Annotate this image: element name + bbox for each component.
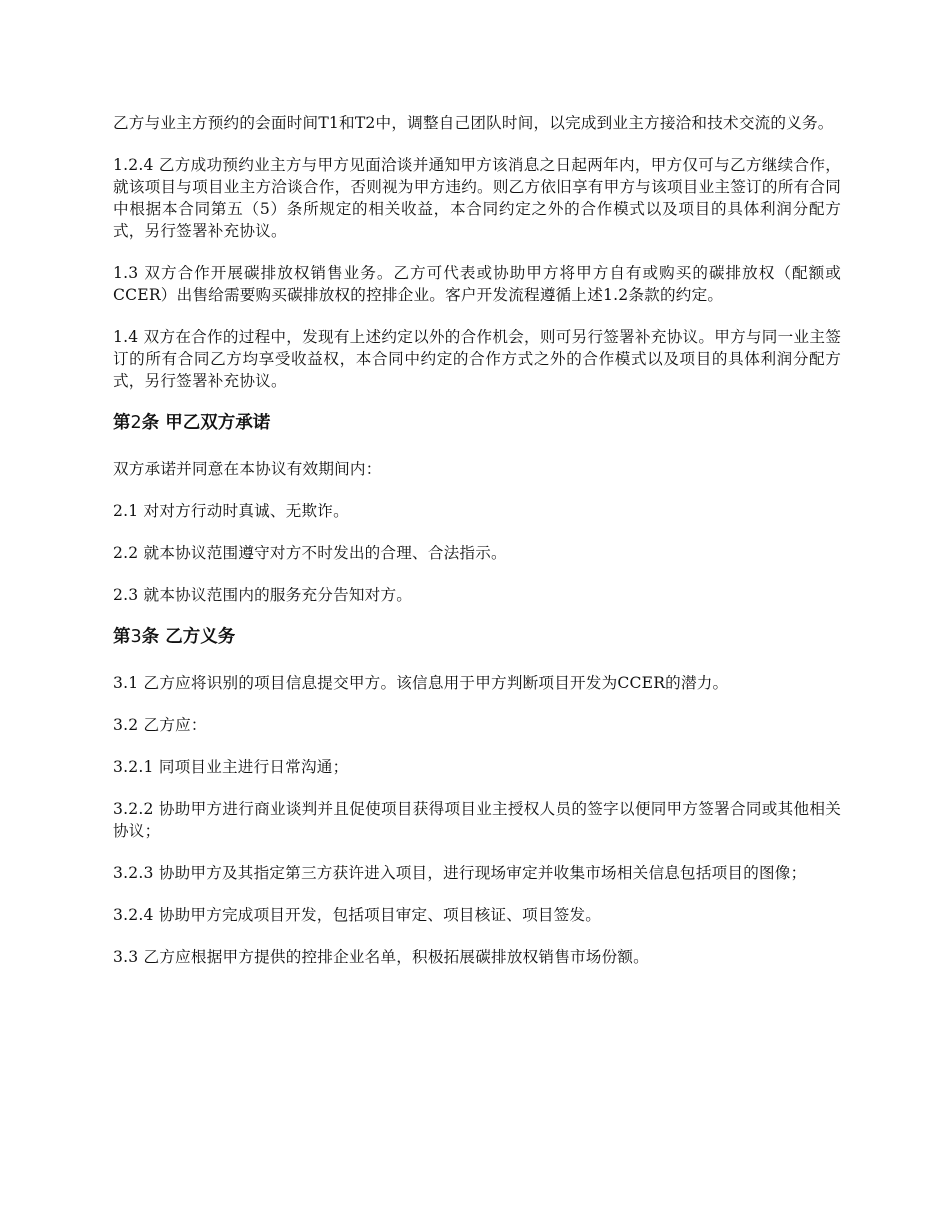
paragraph-3-2-4: 3.2.4 协助甲方完成项目开发，包括项目审定、项目核证、项目签发。 [113,906,602,924]
paragraph-1-2-4: 1.2.4 乙方成功预约业主方与甲方见面洽谈并通知甲方该消息之日起两年内，甲方仅可与乙方继续合作，就该项目与项目业主方洽谈合作，否则视为甲方违约。则乙方依旧享有甲方与该项目业主签订的所有合同中根据本合同第五（5）条所规定的相关收益，本合同约定之外的合作模式以及项目的具体利润分配方式，另行签署补充协议。 [113,156,841,240]
paragraph-3-2-1: 3.2.1 同项目业主进行日常沟通； [113,758,349,776]
document-page [113,112,841,988]
section-2-number: 2 [130,413,142,433]
section-3-prefix: 第 [113,627,131,647]
paragraph-3-2-2: 3.2.2 协助甲方进行商业谈判并且促使项目获得项目业主授权人员的签字以便同甲方签署合同或其他相关协议； [113,800,841,840]
paragraph-2-intro: 双方承诺并同意在本协议有效期间内： [113,460,382,478]
paragraph-1-4: 1.4 双方在合作的过程中，发现有上述约定以外的合作机会，则可另行签署补充协议。甲方与同一业主签订的所有合同乙方均享受收益权，本合同中约定的合作方式之外的合作模式以及项目的具体利润分配方式，另行签署补充协议。 [113,328,841,390]
paragraph-1-3: 1.3 双方合作开展碳排放权销售业务。乙方可代表或协助甲方将甲方自有或购买的碳排放权（配额或CCER）出售给需要购买碳排放权的控排企业。客户开发流程遵循上述1.2条款的约定。 [113,264,841,304]
paragraph-2-1: 2.1 对对方行动时真诚、无欺诈。 [113,502,349,520]
section-2-heading [113,412,841,434]
section-3-number: 3 [130,627,142,647]
paragraph-2-2: 2.2 就本协议范围遵守对方不时发出的合理、合法指示。 [113,544,507,562]
paragraph-3-2: 3.2 乙方应： [113,716,207,734]
paragraph-3-1: 3.1 乙方应将识别的项目信息提交甲方。该信息用于甲方判断项目开发为CCER的潜力。 [113,674,729,692]
section-2-prefix: 第 [113,413,131,433]
paragraph-3-2-3: 3.2.3 协助甲方及其指定第三方获许进入项目，进行现场审定并收集市场相关信息包括项目的图像； [113,864,807,882]
section-2-title: 条 甲乙双方承诺 [141,413,271,433]
section-3-heading [113,626,841,648]
section-3-title: 条 乙方义务 [141,627,236,647]
paragraph-2-3: 2.3 就本协议范围内的服务充分告知对方。 [113,586,413,604]
paragraph-meeting-time: 乙方与业主方预约的会面时间T1和T2中，调整自己团队时间，以完成到业主方接洽和技术交流的义务。 [113,114,834,132]
paragraph-3-3: 3.3 乙方应根据甲方提供的控排企业名单，积极拓展碳排放权销售市场份额。 [113,948,649,966]
